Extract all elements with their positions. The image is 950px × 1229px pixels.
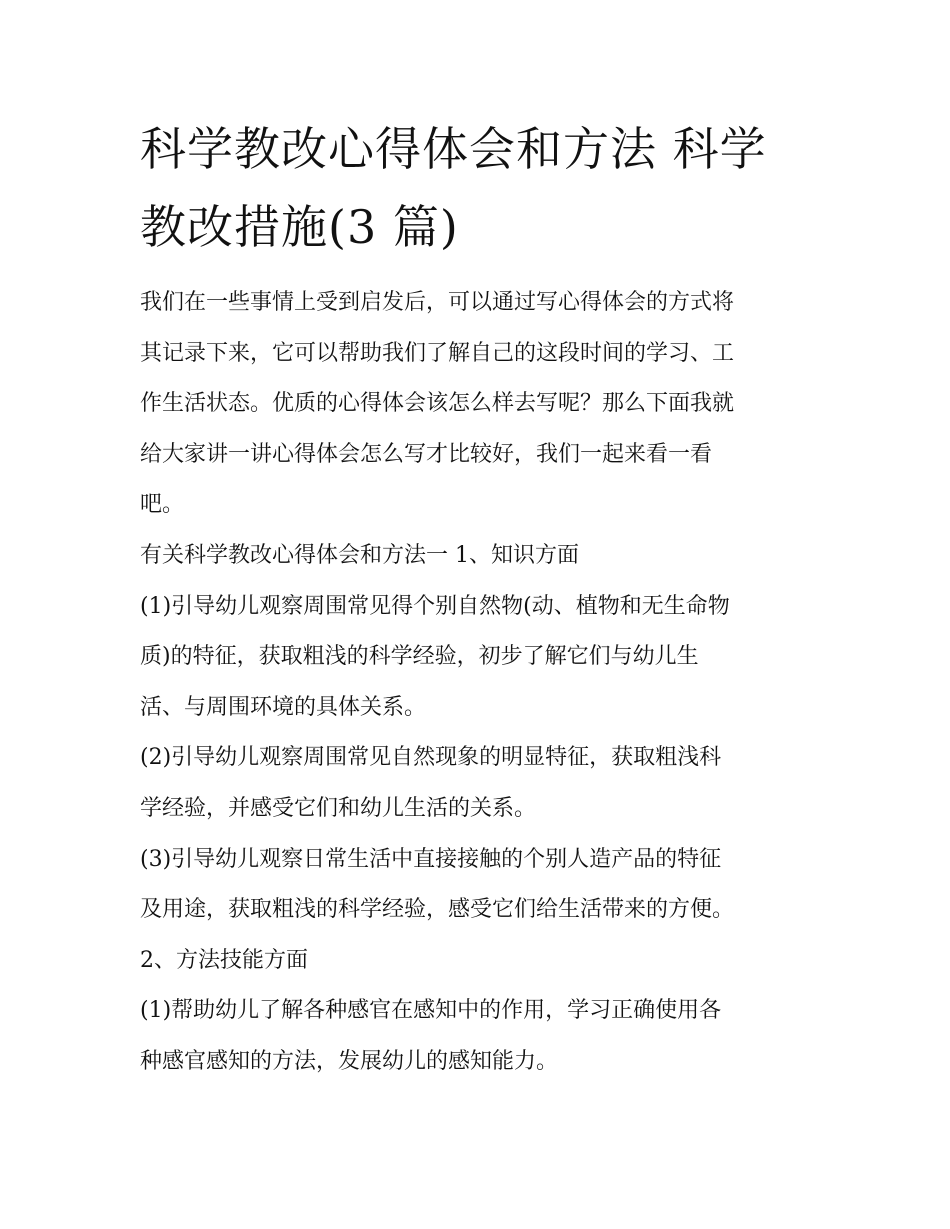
text-line: 及用途，获取粗浅的科学经验，感受它们给生活带来的方便。 xyxy=(140,897,735,923)
intro-paragraph xyxy=(140,278,820,531)
text-line: 质)的特征，获取粗浅的科学经验，初步了解它们与幼儿生 xyxy=(140,644,699,670)
text-line: 我们在一些事情上受到启发后，可以通过写心得体会的方式将 xyxy=(140,290,735,315)
item-paragraph xyxy=(140,986,820,1087)
text-line: 学经验，并感受它们和幼儿生活的关系。 xyxy=(140,795,537,821)
text-line: (3)引导幼儿观察日常生活中直接接触的个别人造产品的特征 xyxy=(140,846,722,872)
text-line: 有关科学教改心得体会和方法一 1、知识方面 xyxy=(140,542,579,568)
text-line: (2)引导幼儿观察周围常见自然现象的明显特征，获取粗浅科 xyxy=(140,745,722,771)
item-paragraph xyxy=(140,582,820,734)
text-line: 种感官感知的方法，发展幼儿的感知能力。 xyxy=(140,1048,559,1074)
section-heading-method xyxy=(140,936,820,987)
item-paragraph xyxy=(140,835,820,936)
text-line: (1)引导幼儿观察周围常见得个别自然物(动、植物和无生命物 xyxy=(140,593,730,619)
text-line: (1)帮助幼儿了解各种感官在感知中的作用，学习正确使用各 xyxy=(140,998,722,1024)
text-line: 给大家讲一讲心得体会怎么写才比较好，我们一起来看一看 xyxy=(140,441,713,467)
text-line: 吧。 xyxy=(140,492,185,518)
section-heading-knowledge xyxy=(140,531,820,582)
text-line: 活、与周围环境的具体关系。 xyxy=(140,694,427,720)
document-title xyxy=(140,110,820,266)
text-line: 其记录下来，它可以帮助我们了解自己的这段时间的学习、工 xyxy=(140,340,735,366)
title-line: 教改措施(3 篇) xyxy=(140,200,459,254)
item-paragraph xyxy=(140,733,820,834)
title-line: 科学教改心得体会和方法 科学 xyxy=(140,122,767,176)
text-line: 2、方法技能方面 xyxy=(140,947,308,973)
text-line: 作生活状态。优质的心得体会该怎么样去写呢？那么下面我就 xyxy=(140,391,735,417)
document-page xyxy=(140,110,820,1088)
